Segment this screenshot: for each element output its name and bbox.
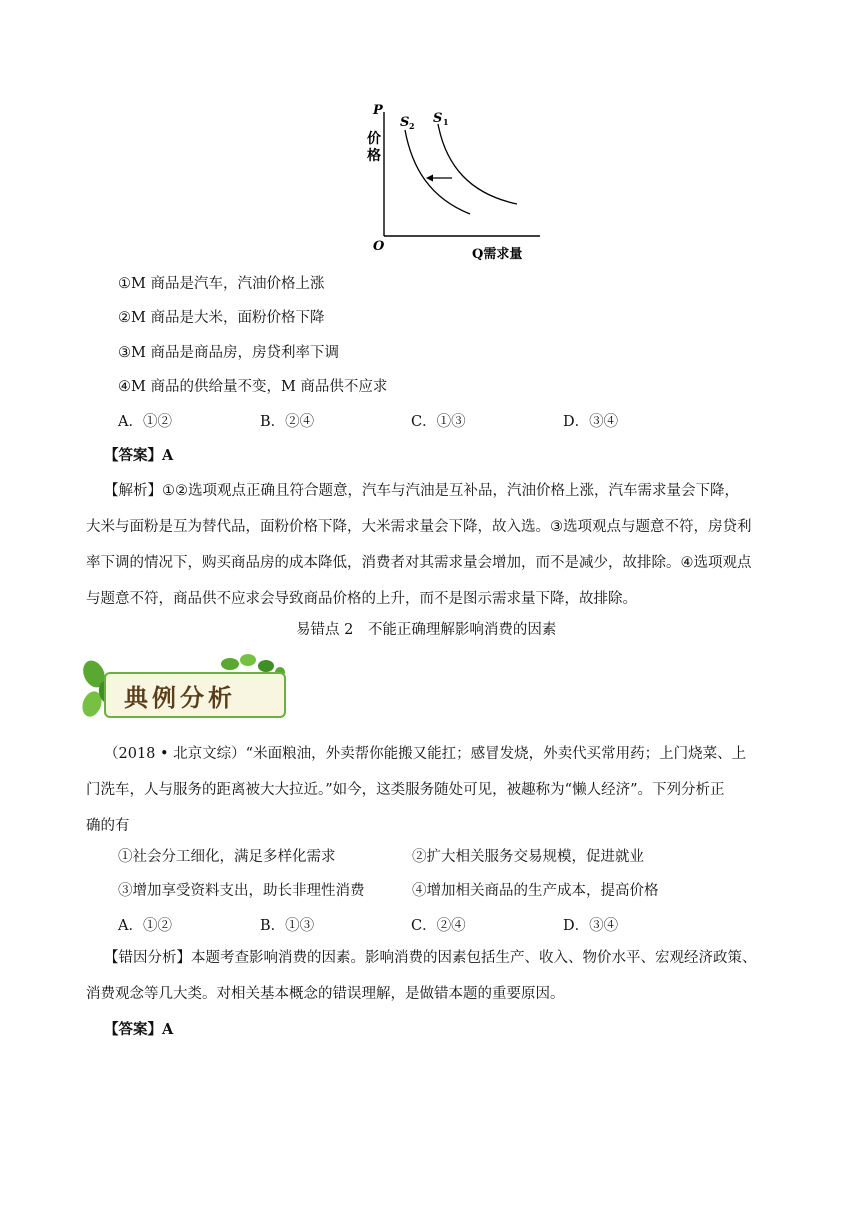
- q1-analysis-line-1: 【解析】①②选项观点正确且符合题意，汽车与汽油是互补品，汽油价格上涨，汽车需求量会下降，: [104, 483, 739, 499]
- q2-option-a: A．①②: [118, 918, 172, 934]
- q2-statement-4: ④增加相关商品的生产成本，提高价格: [412, 883, 659, 899]
- q2-error-analysis: [86, 940, 786, 1012]
- s1-label: S: [433, 111, 443, 126]
- p-label: P: [373, 103, 383, 118]
- q2-stem-line-2: 门洗车，人与服务的距离被大大拉近。”如今，这类服务随处可见，被趣称为“懒人经济”。下列分析正: [86, 782, 725, 798]
- y-label-2: 格: [367, 148, 381, 164]
- q1-statement-3: ③M 商品是商品房，房贷利率下调: [118, 345, 339, 361]
- banner-text: 典例分析: [124, 684, 236, 712]
- q1-analysis-line-2: 大米与面粉是互为替代品，面粉价格下降，大米需求量会下降，故入选。③选项观点与题意不符，房贷利: [86, 519, 752, 535]
- q2-option-c: C．②④: [411, 918, 466, 934]
- q1-option-c: C．①③: [411, 414, 466, 430]
- section-heading: 易错点 2 不能正确理解影响消费的因素: [296, 622, 557, 638]
- origin-label: O: [373, 239, 385, 254]
- q1-analysis-line-4: 与题意不符，商品供不应求会导致商品价格的上升，而不是图示需求量下降，故排除。: [86, 591, 637, 607]
- q2-stem-line-1: （2018 • 北京文综）“米面粮油，外卖帮你能搬又能扛；感冒发烧，外卖代买常用药；上门烧菜、上: [104, 746, 747, 762]
- q2-error-analysis-line-2: 消费观念等几大类。对相关基本概念的错误理解，是做错本题的重要原因。: [86, 986, 565, 1002]
- curve-s1: [438, 124, 517, 204]
- x-axis-label: Q需求量: [472, 247, 523, 262]
- q1-statement-2: ②M 商品是大米，面粉价格下降: [118, 310, 325, 326]
- q2-option-d: D．③④: [563, 918, 619, 934]
- q1-analysis-line-3: 率下调的情况下，购买商品房的成本降低，消费者对其需求量会增加，而不是减少，故排除。④选项观点: [86, 555, 752, 571]
- q1-option-b: B．②④: [260, 414, 315, 430]
- demand-curve-graph: [360, 98, 550, 270]
- s2-label: S: [400, 115, 410, 130]
- s1-subscript: 1: [443, 117, 449, 127]
- q2-error-analysis-line-1: 【错因分析】本题考查影响消费的因素。影响消费的因素包括生产、收入、物价水平、宏观经济政策、: [104, 950, 757, 966]
- q2-statement-1: ①社会分工细化，满足多样化需求: [118, 849, 336, 865]
- q2-answer: 【答案】A: [104, 1021, 174, 1038]
- q2-stem-line-3: 确的有: [86, 818, 130, 834]
- example-banner: [80, 652, 290, 722]
- q2-option-b: B．①③: [260, 918, 315, 934]
- shift-arrowhead: [426, 175, 433, 182]
- s2-subscript: 2: [409, 121, 415, 131]
- q2-stem: [86, 736, 786, 844]
- q2-statement-3: ③增加享受资料支出，助长非理性消费: [118, 883, 365, 899]
- q1-statement-4: ④M 商品的供给量不变，M 商品供不应求: [118, 379, 388, 395]
- q1-option-d: D．③④: [563, 414, 619, 430]
- q2-statement-2: ②扩大相关服务交易规模，促进就业: [412, 849, 644, 865]
- q1-analysis: [86, 473, 752, 617]
- q1-statement-1: ①M 商品是汽车，汽油价格上涨: [118, 276, 325, 292]
- y-label-1: 价: [367, 131, 381, 147]
- q1-answer: 【答案】A: [104, 447, 174, 464]
- q1-option-a: A．①②: [118, 414, 172, 430]
